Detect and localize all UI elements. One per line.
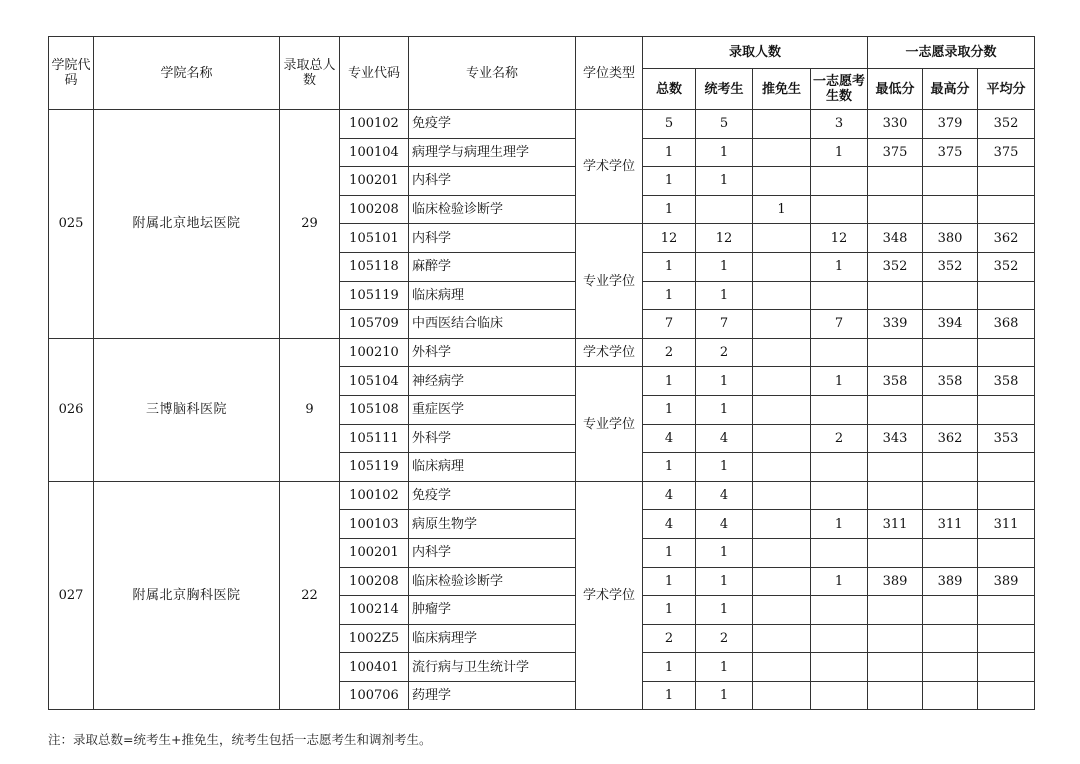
major-name-cell: 外科学 — [409, 424, 576, 453]
major-name-cell: 麻醉学 — [409, 252, 576, 281]
avg-score-cell: 353 — [978, 424, 1035, 453]
max-score-cell — [923, 395, 978, 424]
degree-type-cell: 专业学位 — [576, 224, 643, 338]
major-code-cell: 105104 — [340, 367, 409, 396]
min-score-cell — [868, 624, 923, 653]
header-unified: 统考生 — [696, 69, 753, 110]
avg-score-cell: 311 — [978, 510, 1035, 539]
unified-cell: 12 — [696, 224, 753, 253]
major-name-cell: 免疫学 — [409, 110, 576, 139]
table-row — [49, 110, 1035, 139]
first-choice-cell — [811, 481, 868, 510]
header-major-name: 专业名称 — [409, 37, 576, 110]
recommended-cell — [753, 538, 811, 567]
min-score-cell: 358 — [868, 367, 923, 396]
unified-cell: 4 — [696, 510, 753, 539]
total-cell: 7 — [643, 310, 696, 339]
header-recommended: 推免生 — [753, 69, 811, 110]
min-score-cell — [868, 538, 923, 567]
max-score-cell — [923, 653, 978, 682]
total-cell: 4 — [643, 481, 696, 510]
min-score-cell — [868, 596, 923, 625]
recommended-cell — [753, 510, 811, 539]
avg-score-cell — [978, 596, 1035, 625]
recommended-cell — [753, 110, 811, 139]
major-code-cell: 105111 — [340, 424, 409, 453]
header-college-name: 学院名称 — [94, 37, 280, 110]
unified-cell: 1 — [696, 252, 753, 281]
recommended-cell — [753, 310, 811, 339]
recommended-cell — [753, 653, 811, 682]
avg-score-cell: 362 — [978, 224, 1035, 253]
major-name-cell: 内科学 — [409, 538, 576, 567]
total-cell: 1 — [643, 281, 696, 310]
header-first-choice-count: 一志愿考生数 — [811, 69, 868, 110]
min-score-cell — [868, 395, 923, 424]
unified-cell: 7 — [696, 310, 753, 339]
first-choice-cell — [811, 624, 868, 653]
header-total-admitted: 录取总人数 — [280, 37, 340, 110]
total-cell: 1 — [643, 538, 696, 567]
header-score-group: 一志愿录取分数 — [868, 37, 1035, 69]
major-code-cell: 100214 — [340, 596, 409, 625]
unified-cell: 1 — [696, 138, 753, 167]
major-name-cell: 免疫学 — [409, 481, 576, 510]
total-cell: 1 — [643, 653, 696, 682]
max-score-cell — [923, 681, 978, 710]
min-score-cell — [868, 281, 923, 310]
major-code-cell: 100201 — [340, 538, 409, 567]
unified-cell: 1 — [696, 653, 753, 682]
header-max-score: 最高分 — [923, 69, 978, 110]
recommended-cell — [753, 453, 811, 482]
min-score-cell: 375 — [868, 138, 923, 167]
major-code-cell: 100104 — [340, 138, 409, 167]
unified-cell: 2 — [696, 624, 753, 653]
first-choice-cell — [811, 167, 868, 196]
min-score-cell: 311 — [868, 510, 923, 539]
avg-score-cell: 358 — [978, 367, 1035, 396]
avg-score-cell: 375 — [978, 138, 1035, 167]
max-score-cell: 352 — [923, 252, 978, 281]
unified-cell: 1 — [696, 395, 753, 424]
recommended-cell — [753, 596, 811, 625]
recommended-cell — [753, 167, 811, 196]
min-score-cell: 330 — [868, 110, 923, 139]
max-score-cell: 394 — [923, 310, 978, 339]
degree-type-cell: 专业学位 — [576, 367, 643, 481]
unified-cell: 1 — [696, 538, 753, 567]
min-score-cell — [868, 167, 923, 196]
major-name-cell: 内科学 — [409, 224, 576, 253]
recommended-cell — [753, 424, 811, 453]
avg-score-cell — [978, 167, 1035, 196]
avg-score-cell — [978, 338, 1035, 367]
recommended-cell — [753, 681, 811, 710]
total-cell: 1 — [643, 567, 696, 596]
unified-cell: 1 — [696, 281, 753, 310]
table-body — [49, 110, 1035, 710]
major-name-cell: 肿瘤学 — [409, 596, 576, 625]
total-cell: 1 — [643, 252, 696, 281]
unified-cell: 1 — [696, 453, 753, 482]
first-choice-cell: 1 — [811, 510, 868, 539]
major-name-cell: 临床病理 — [409, 453, 576, 482]
unified-cell: 4 — [696, 481, 753, 510]
unified-cell: 1 — [696, 367, 753, 396]
avg-score-cell: 389 — [978, 567, 1035, 596]
major-code-cell: 105119 — [340, 281, 409, 310]
min-score-cell: 352 — [868, 252, 923, 281]
first-choice-cell — [811, 596, 868, 625]
avg-score-cell — [978, 195, 1035, 224]
first-choice-cell — [811, 195, 868, 224]
avg-score-cell — [978, 538, 1035, 567]
major-code-cell: 1002Z5 — [340, 624, 409, 653]
total-cell: 1 — [643, 138, 696, 167]
avg-score-cell — [978, 653, 1035, 682]
first-choice-cell: 2 — [811, 424, 868, 453]
table-header — [49, 37, 1035, 110]
min-score-cell: 348 — [868, 224, 923, 253]
major-code-cell: 100103 — [340, 510, 409, 539]
admission-table — [48, 36, 1035, 710]
min-score-cell — [868, 453, 923, 482]
recommended-cell — [753, 567, 811, 596]
college-total-cell: 22 — [280, 481, 340, 710]
recommended-cell — [753, 338, 811, 367]
header-degree-type: 学位类型 — [576, 37, 643, 110]
min-score-cell: 343 — [868, 424, 923, 453]
first-choice-cell: 1 — [811, 367, 868, 396]
college-name-cell: 附属北京地坛医院 — [94, 110, 280, 339]
total-cell: 2 — [643, 338, 696, 367]
min-score-cell — [868, 481, 923, 510]
max-score-cell — [923, 195, 978, 224]
max-score-cell: 380 — [923, 224, 978, 253]
degree-type-cell: 学术学位 — [576, 110, 643, 224]
unified-cell: 2 — [696, 338, 753, 367]
unified-cell: 5 — [696, 110, 753, 139]
major-code-cell: 105108 — [340, 395, 409, 424]
table-row — [49, 481, 1035, 510]
total-cell: 1 — [643, 195, 696, 224]
max-score-cell — [923, 481, 978, 510]
college-name-cell: 三博脑科医院 — [94, 338, 280, 481]
major-code-cell: 100210 — [340, 338, 409, 367]
total-cell: 4 — [643, 424, 696, 453]
major-code-cell: 100201 — [340, 167, 409, 196]
max-score-cell: 389 — [923, 567, 978, 596]
first-choice-cell: 3 — [811, 110, 868, 139]
total-cell: 1 — [643, 167, 696, 196]
major-name-cell: 药理学 — [409, 681, 576, 710]
total-cell: 1 — [643, 367, 696, 396]
recommended-cell — [753, 138, 811, 167]
max-score-cell — [923, 167, 978, 196]
major-code-cell: 100401 — [340, 653, 409, 682]
major-code-cell: 100102 — [340, 481, 409, 510]
major-name-cell: 临床检验诊断学 — [409, 567, 576, 596]
first-choice-cell — [811, 395, 868, 424]
total-cell: 1 — [643, 395, 696, 424]
header-min-score: 最低分 — [868, 69, 923, 110]
avg-score-cell — [978, 281, 1035, 310]
major-code-cell: 100102 — [340, 110, 409, 139]
max-score-cell — [923, 281, 978, 310]
major-name-cell: 中西医结合临床 — [409, 310, 576, 339]
recommended-cell — [753, 252, 811, 281]
min-score-cell: 389 — [868, 567, 923, 596]
unified-cell: 1 — [696, 167, 753, 196]
recommended-cell — [753, 481, 811, 510]
table-row — [49, 338, 1035, 367]
major-code-cell: 105119 — [340, 453, 409, 482]
avg-score-cell: 352 — [978, 252, 1035, 281]
avg-score-cell — [978, 395, 1035, 424]
first-choice-cell — [811, 538, 868, 567]
header-avg-score: 平均分 — [978, 69, 1035, 110]
degree-type-cell: 学术学位 — [576, 338, 643, 367]
first-choice-cell — [811, 653, 868, 682]
unified-cell — [696, 195, 753, 224]
min-score-cell: 339 — [868, 310, 923, 339]
major-name-cell: 重症医学 — [409, 395, 576, 424]
first-choice-cell: 1 — [811, 567, 868, 596]
min-score-cell — [868, 338, 923, 367]
major-code-cell: 105118 — [340, 252, 409, 281]
recommended-cell — [753, 624, 811, 653]
max-score-cell — [923, 338, 978, 367]
total-cell: 1 — [643, 596, 696, 625]
major-name-cell: 神经病学 — [409, 367, 576, 396]
max-score-cell: 375 — [923, 138, 978, 167]
major-code-cell: 100208 — [340, 567, 409, 596]
major-code-cell: 100706 — [340, 681, 409, 710]
header-admitted-group: 录取人数 — [643, 37, 868, 69]
degree-type-cell: 学术学位 — [576, 481, 643, 710]
major-name-cell: 临床病理学 — [409, 624, 576, 653]
avg-score-cell — [978, 681, 1035, 710]
unified-cell: 1 — [696, 596, 753, 625]
college-code-cell: 025 — [49, 110, 94, 339]
first-choice-cell — [811, 338, 868, 367]
max-score-cell — [923, 624, 978, 653]
first-choice-cell — [811, 281, 868, 310]
total-cell: 4 — [643, 510, 696, 539]
max-score-cell: 311 — [923, 510, 978, 539]
major-code-cell: 105709 — [340, 310, 409, 339]
footnote: 注：录取总数=统考生+推免生，统考生包括一志愿考生和调剂考生。 — [48, 732, 432, 747]
min-score-cell — [868, 653, 923, 682]
first-choice-cell: 1 — [811, 138, 868, 167]
recommended-cell — [753, 224, 811, 253]
college-code-cell: 026 — [49, 338, 94, 481]
min-score-cell — [868, 681, 923, 710]
major-name-cell: 病理学与病理生理学 — [409, 138, 576, 167]
total-cell: 12 — [643, 224, 696, 253]
recommended-cell: 1 — [753, 195, 811, 224]
unified-cell: 4 — [696, 424, 753, 453]
major-name-cell: 流行病与卫生统计学 — [409, 653, 576, 682]
major-name-cell: 临床检验诊断学 — [409, 195, 576, 224]
max-score-cell: 362 — [923, 424, 978, 453]
total-cell: 5 — [643, 110, 696, 139]
header-total: 总数 — [643, 69, 696, 110]
first-choice-cell: 12 — [811, 224, 868, 253]
college-name-cell: 附属北京胸科医院 — [94, 481, 280, 710]
recommended-cell — [753, 281, 811, 310]
first-choice-cell — [811, 453, 868, 482]
major-name-cell: 外科学 — [409, 338, 576, 367]
total-cell: 1 — [643, 681, 696, 710]
avg-score-cell: 352 — [978, 110, 1035, 139]
recommended-cell — [753, 395, 811, 424]
header-college-code: 学院代码 — [49, 37, 94, 110]
avg-score-cell — [978, 624, 1035, 653]
major-name-cell: 内科学 — [409, 167, 576, 196]
max-score-cell: 379 — [923, 110, 978, 139]
max-score-cell — [923, 538, 978, 567]
major-code-cell: 100208 — [340, 195, 409, 224]
unified-cell: 1 — [696, 567, 753, 596]
unified-cell: 1 — [696, 681, 753, 710]
total-cell: 2 — [643, 624, 696, 653]
header-major-code: 专业代码 — [340, 37, 409, 110]
max-score-cell — [923, 596, 978, 625]
major-code-cell: 105101 — [340, 224, 409, 253]
recommended-cell — [753, 367, 811, 396]
college-total-cell: 9 — [280, 338, 340, 481]
avg-score-cell — [978, 481, 1035, 510]
major-name-cell: 临床病理 — [409, 281, 576, 310]
min-score-cell — [868, 195, 923, 224]
major-name-cell: 病原生物学 — [409, 510, 576, 539]
college-code-cell: 027 — [49, 481, 94, 710]
first-choice-cell: 1 — [811, 252, 868, 281]
avg-score-cell — [978, 453, 1035, 482]
avg-score-cell: 368 — [978, 310, 1035, 339]
total-cell: 1 — [643, 453, 696, 482]
first-choice-cell — [811, 681, 868, 710]
max-score-cell: 358 — [923, 367, 978, 396]
max-score-cell — [923, 453, 978, 482]
college-total-cell: 29 — [280, 110, 340, 339]
first-choice-cell: 7 — [811, 310, 868, 339]
